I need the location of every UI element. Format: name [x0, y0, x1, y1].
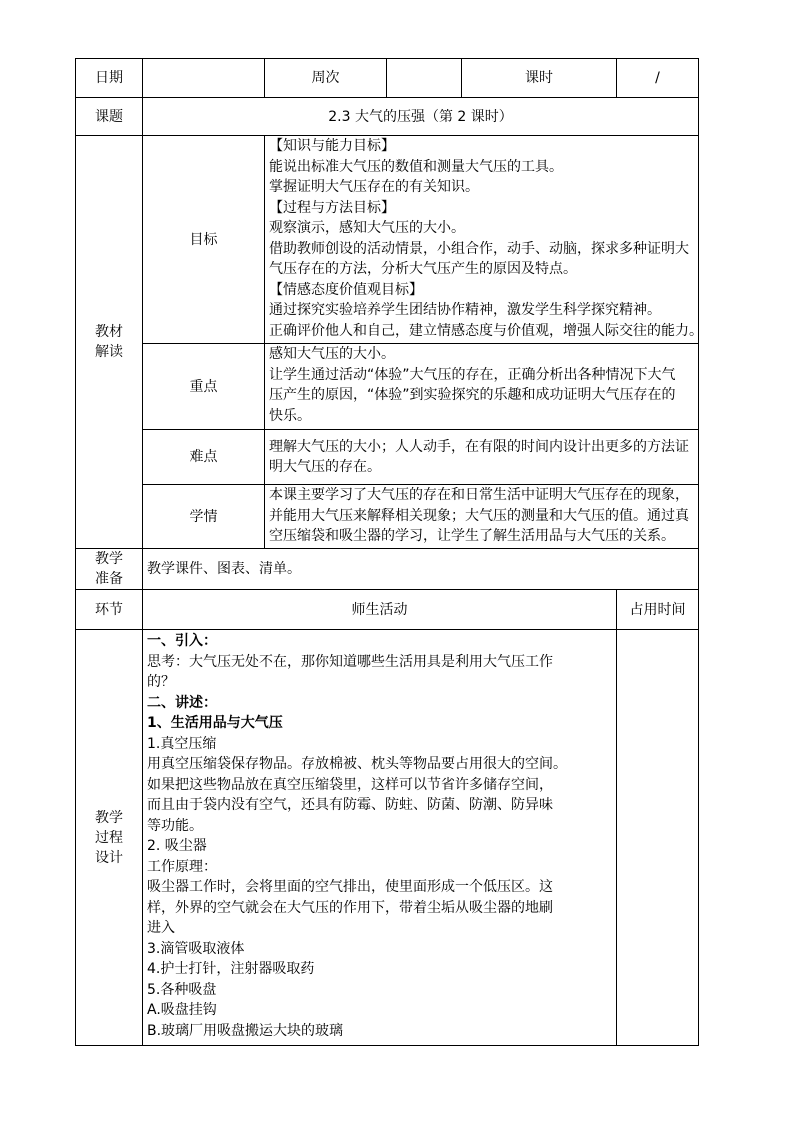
goals-line: 能说出标准大气压的数值和测量大气压的工具。 [269, 158, 563, 175]
topic-value: 2.3 大气的压强（第 2 课时） [143, 98, 699, 136]
process-line: A.吸盘挂钩 [147, 1002, 217, 1018]
preparation-row [76, 549, 699, 590]
goals-row [76, 136, 699, 344]
students-row [76, 485, 699, 549]
lesson-plan-table [75, 58, 703, 1046]
key-points-label: 重点 [143, 344, 265, 430]
process-line: 吸尘器工作时，会将里面的空气排出，使里面形成一个低压区。这 [147, 879, 553, 895]
process-line: 如果把这些物品放在真空压缩袋里，这样可以节省许多储存空间， [147, 776, 553, 793]
key-points-content [265, 344, 699, 430]
goals-label: 目标 [143, 136, 265, 344]
process-line: B.玻璃厂用吸盘搬运大块的玻璃 [147, 1022, 344, 1039]
date-value-cell [143, 59, 265, 98]
process-line: 用真空压缩袋保存物品。存放棉被、枕头等物品要占用很大的空间。 [147, 756, 567, 772]
process-line: 1、生活用品与大气压 [147, 715, 283, 731]
preparation-label-line2: 准备 [95, 571, 123, 587]
activity-header: 师生活动 [143, 590, 617, 630]
students-label: 学情 [143, 485, 265, 549]
header-row [76, 59, 699, 98]
process-line: 4.护士打针，注射器吸取药 [147, 961, 315, 977]
period-value: / [617, 59, 699, 98]
goals-line: 通过探究实验培养学生团结协作精神，激发学生科学探究精神。 [269, 302, 661, 318]
preparation-label [76, 549, 143, 590]
process-row [76, 630, 699, 1046]
key-points-line: 快乐。 [269, 407, 311, 424]
process-line: 等功能。 [147, 817, 203, 834]
week-label: 周次 [265, 59, 387, 98]
difficulties-row [76, 430, 699, 485]
difficulties-label: 难点 [143, 430, 265, 485]
process-label-line3: 设计 [95, 849, 123, 866]
goals-line: 掌握证明大气压存在的有关知识。 [269, 179, 479, 195]
key-points-line: 压产生的原因，“体验”到实验探究的乐趣和成功证明大气压存在的 [269, 387, 676, 403]
process-line: 思考：大气压无处不在，那你知道哪些生活用具是利用大气压工作 [147, 653, 553, 670]
goals-content [265, 136, 703, 344]
students-line: 空压缩袋和吸尘器的学习，让学生了解生活用品与大气压的关系。 [269, 528, 675, 544]
columns-row [76, 590, 699, 630]
process-content [143, 630, 617, 1046]
process-line: 样，外界的空气就会在大气压的作用下，带着尘垢从吸尘器的地刷 [147, 899, 553, 916]
topic-label: 课题 [76, 98, 143, 136]
goals-line: 【知识与能力目标】 [269, 138, 395, 154]
difficulties-content [265, 430, 699, 485]
process-line: 而且由于袋内没有空气，还具有防霉、防蛀、防菌、防潮、防异味 [147, 797, 553, 813]
preparation-label-line1: 教学 [95, 551, 123, 567]
date-label: 日期 [76, 59, 143, 98]
material-label [76, 136, 143, 549]
period-label: 课时 [462, 59, 617, 98]
material-label-line2: 解读 [95, 344, 123, 360]
process-line: 进入 [147, 920, 175, 936]
process-time-cell [617, 630, 699, 1046]
process-line: 工作原理： [147, 858, 217, 875]
process-label-line2: 过程 [95, 829, 123, 846]
material-label-line1: 教材 [95, 324, 123, 340]
week-value-cell [387, 59, 462, 98]
key-points-row [76, 344, 699, 430]
key-points-line: 让学生通过活动“体验”大气压的存在，正确分析出各种情况下大气 [269, 366, 676, 383]
goals-line: 正确评价他人和自己，建立情感态度与价值观，增强人际交往的能力。 [269, 322, 703, 339]
process-line: 2. 吸尘器 [147, 838, 207, 854]
key-points-line: 感知大气压的大小。 [269, 346, 395, 362]
process-line: 一、引入： [147, 633, 217, 649]
goals-line: 气压存在的方法，分析大气压产生的原因及特点。 [269, 261, 577, 277]
preparation-value: 教学课件、图表、清单。 [143, 549, 699, 590]
students-line: 并能用大气压来解释相关现象；大气压的测量和大气压的值。通过真 [269, 507, 689, 524]
difficulties-line: 理解大气压的大小；人人动手，在有限的时间内设计出更多的方法证 [269, 438, 689, 455]
goals-line: 借助教师创设的活动情景，小组合作，动手、动脑，探求多种证明大 [269, 240, 689, 257]
goals-line: 【情感态度价值观目标】 [269, 281, 423, 298]
process-label-line1: 教学 [95, 809, 123, 826]
process-line: 1.真空压缩 [147, 735, 217, 752]
process-line: 5.各种吸盘 [147, 981, 217, 998]
process-line: 的？ [147, 674, 175, 690]
topic-row [76, 98, 699, 136]
students-content [265, 485, 699, 549]
process-label [76, 630, 143, 1046]
difficulties-line: 明大气压的存在。 [269, 459, 381, 475]
goals-line: 【过程与方法目标】 [269, 199, 395, 216]
time-header: 占用时间 [617, 590, 699, 630]
process-line: 3.滴管吸取液体 [147, 940, 245, 957]
process-line: 二、讲述： [147, 694, 217, 711]
students-line: 本课主要学习了大气压的存在和日常生活中证明大气压存在的现象， [269, 487, 689, 503]
goals-line: 观察演示，感知大气压的大小。 [269, 220, 465, 236]
stage-header: 环节 [76, 590, 143, 630]
